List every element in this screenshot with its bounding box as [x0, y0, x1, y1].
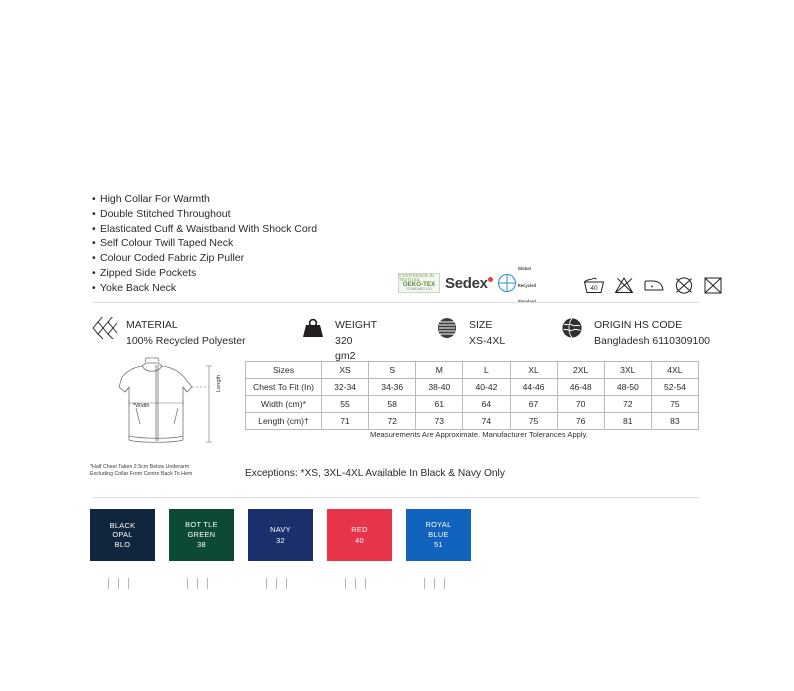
table-cell: 55 — [322, 396, 369, 413]
info-material — [92, 317, 246, 348]
iron-low-icon — [643, 276, 665, 294]
spec-info-row — [92, 315, 732, 361]
bullet-icon: • — [92, 207, 96, 220]
width-label: *Width — [133, 403, 150, 409]
exceptions-note: Exceptions: *XS, 3XL-4XL Available In Black & Navy Only — [245, 468, 505, 479]
feature-list — [92, 192, 317, 296]
table-cell: 44-46 — [510, 379, 557, 396]
feature-text: Elasticated Cuff & Waistband With Shock Cord — [100, 222, 318, 235]
do-not-dryclean-icon — [674, 276, 694, 294]
info-origin — [560, 317, 710, 348]
tick-mark — [197, 578, 198, 589]
row-header: Chest To Fit (In) — [246, 379, 322, 396]
globe-origin-icon — [560, 317, 586, 343]
tick-mark — [266, 578, 267, 589]
bullet-icon: • — [92, 193, 96, 205]
table-cell: 70 — [557, 396, 604, 413]
table-cell: 72 — [369, 413, 416, 430]
info-value: 320 — [335, 334, 353, 347]
info-unit: gm2 — [335, 350, 356, 363]
info-value: XS-4XL — [469, 334, 506, 347]
column-header: M — [416, 362, 463, 379]
size-table — [245, 361, 699, 430]
table-cell: 83 — [651, 413, 698, 430]
info-label: ORIGIN HS CODE — [594, 319, 683, 331]
do-not-bleach-icon — [614, 276, 634, 294]
divider — [92, 302, 700, 303]
table-cell: 74 — [463, 413, 510, 430]
garment-illustration — [88, 356, 228, 456]
list-item — [92, 192, 317, 207]
table-cell: 76 — [557, 413, 604, 430]
tick-mark — [444, 578, 445, 589]
feature-text: Yoke Back Neck — [100, 281, 177, 294]
feature-text: Colour Coded Fabric Zip Puller — [100, 252, 245, 265]
table-cell: 61 — [416, 396, 463, 413]
tick-mark — [424, 578, 425, 589]
tick-mark — [276, 578, 277, 589]
table-row — [246, 362, 699, 379]
list-item — [92, 236, 317, 251]
tick-mark — [365, 578, 366, 589]
bullet-icon: • — [92, 237, 96, 250]
table-row — [246, 413, 699, 430]
tick-mark — [187, 578, 188, 589]
column-header: 2XL — [557, 362, 604, 379]
svg-text:40: 40 — [590, 285, 598, 292]
bullet-icon: • — [92, 252, 96, 265]
table-row — [246, 379, 699, 396]
table-row — [246, 396, 699, 413]
table-cell: 38-40 — [416, 379, 463, 396]
table-cell: 73 — [416, 413, 463, 430]
info-label: MATERIAL — [126, 319, 178, 331]
table-cell: 48-50 — [604, 379, 651, 396]
table-cell: 46-48 — [557, 379, 604, 396]
table-cell: 40-42 — [463, 379, 510, 396]
info-weight — [301, 317, 377, 364]
list-item — [92, 251, 317, 266]
certification-logos — [398, 265, 542, 305]
tick-mark — [108, 578, 109, 589]
column-header: XL — [510, 362, 557, 379]
tick-mark — [128, 578, 129, 589]
table-cell: 71 — [322, 413, 369, 430]
info-value: 100% Recycled Polyester — [126, 334, 246, 347]
colour-swatch-row — [90, 509, 471, 561]
tick-mark — [118, 578, 119, 589]
feature-text: Zipped Side Pockets — [100, 266, 197, 279]
swatch-black-opal-blue: BLACK OPAL BLO — [90, 509, 155, 561]
tape-measure-icon — [435, 317, 461, 343]
weight-icon — [301, 317, 327, 343]
divider — [92, 497, 700, 498]
table-cell: 81 — [604, 413, 651, 430]
table-cell: 58 — [369, 396, 416, 413]
sedex-dot-icon — [488, 277, 493, 282]
sedex-logo: Sedex — [445, 275, 493, 292]
bullet-icon: • — [92, 222, 96, 235]
tick-mark — [286, 578, 287, 589]
table-cell: 34-36 — [369, 379, 416, 396]
bullet-icon: • — [92, 266, 96, 279]
row-header: Length (cm)† — [246, 413, 322, 430]
column-header: L — [463, 362, 510, 379]
swatch-navy: NAVY 32 — [248, 509, 313, 561]
length-label: Length — [216, 374, 222, 392]
care-instruction-icons — [583, 276, 723, 294]
tick-mark — [434, 578, 435, 589]
list-item — [92, 222, 317, 237]
table-cell: 64 — [463, 396, 510, 413]
table-note: Measurements Are Approximate. Manufacturer Tolerances Apply. — [370, 430, 588, 439]
table-cell: 67 — [510, 396, 557, 413]
tick-mark — [355, 578, 356, 589]
tick-mark — [207, 578, 208, 589]
table-cell: 32-34 — [322, 379, 369, 396]
swatch-red: RED 40 — [327, 509, 392, 561]
feature-text: High Collar For Warmth — [100, 193, 210, 205]
globe-icon — [498, 274, 516, 292]
swatch-tick-marks — [90, 578, 510, 592]
table-cell: 75 — [510, 413, 557, 430]
tick-mark — [345, 578, 346, 589]
bullet-icon: • — [92, 281, 96, 294]
info-value: Bangladesh 6110309100 — [594, 334, 710, 347]
measurement-footnote: *Half Chest Taken 2.5cm Below Underarm Excluding Collar From Centre Back To Hem — [90, 464, 193, 478]
fabric-icon — [92, 317, 118, 343]
swatch-bottle-green: BOT TLE GREEN 38 — [169, 509, 234, 561]
table-cell: 52-54 — [651, 379, 698, 396]
feature-text: Self Colour Twill Taped Neck — [100, 237, 234, 250]
row-header: Width (cm)* — [246, 396, 322, 413]
info-size — [435, 317, 505, 348]
swatch-royal-blue: ROYAL BLUE 51 — [406, 509, 471, 561]
column-header: Sizes — [246, 362, 322, 379]
do-not-tumble-dry-icon — [703, 276, 723, 294]
info-label: WEIGHT — [335, 319, 377, 331]
column-header: S — [369, 362, 416, 379]
list-item — [92, 207, 317, 222]
list-item — [92, 266, 317, 281]
table-cell: 75 — [651, 396, 698, 413]
feature-text: Double Stitched Throughout — [100, 207, 231, 220]
column-header: 4XL — [651, 362, 698, 379]
wash-40-icon — [583, 276, 605, 294]
list-item — [92, 281, 317, 296]
column-header: XS — [322, 362, 369, 379]
oeko-tex-logo: CONFIDENCE IN TEXTILES OEKO-TEX STANDARD 100 — [398, 273, 440, 293]
table-cell: 72 — [604, 396, 651, 413]
column-header: 3XL — [604, 362, 651, 379]
global-recycled-standard-logo: Global Recycled Standard — [498, 272, 542, 294]
info-label: SIZE — [469, 319, 493, 331]
